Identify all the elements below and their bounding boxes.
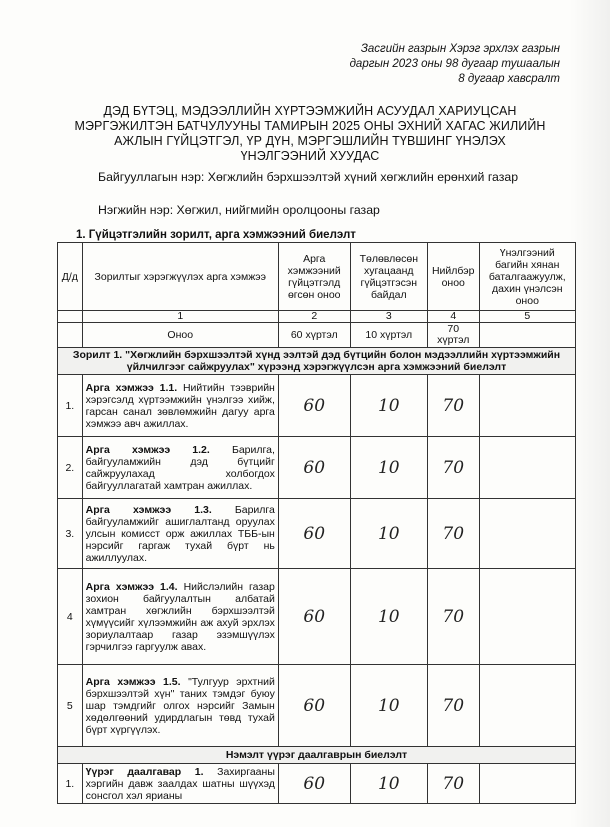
total-score: 70 [427, 437, 479, 499]
title-line-2: МЭРГЭЖИЛТЭН БАТЧУЛУУНЫ ТАМИРЫН 2025 ОНЫ ЭХНИЙ ХАГАС ЖИЛИЙН [74, 119, 546, 133]
table-row [58, 499, 576, 569]
timeliness-score: 10 [350, 665, 427, 747]
table-row [58, 569, 576, 665]
organization-name: Байгууллагын нэр: Хөгжлийн бэрхшээлтэй хүний хөгжлийн ерөнхий газар [98, 170, 519, 184]
timeliness-score: 10 [350, 499, 427, 569]
max-score-row [58, 323, 576, 348]
total-score: 70 [427, 375, 479, 437]
measure-label: Арга хэмжээ 1.5. [85, 675, 181, 688]
measure-desc [82, 665, 278, 747]
unit-name: Нэгжийн нэр: Хөгжил, нийгмийн оролцооны газар [98, 203, 380, 217]
review-score [479, 569, 575, 665]
measure-desc [82, 499, 278, 569]
row-no: 3. [58, 499, 83, 569]
approval-line-1: Засгийн газрын Хэрэг эрхлэх газрын [360, 43, 560, 55]
max-own: 60 хүртэл [278, 323, 350, 348]
evaluation-table [57, 242, 576, 804]
review-score [479, 437, 575, 499]
task-text: Захиргааны хэргийн давж заалдах шатны шүүхэд сонсгол хэл ярианы [85, 765, 275, 802]
total-score: 70 [427, 499, 479, 569]
table-row [58, 764, 576, 804]
colnum: 3 [350, 311, 427, 323]
own-score: 60 [278, 499, 350, 569]
table-row [58, 665, 576, 747]
measure-label: Арга хэмжээ 1.4. [85, 580, 178, 593]
header-review: Үнэлгээний багийн хянан баталгаажуулж, дахин үнэлсэн оноо [479, 243, 575, 311]
row-no: 1. [58, 375, 83, 437]
approval-note [350, 42, 560, 87]
colnum: 4 [427, 311, 479, 323]
colnum: 1 [82, 311, 278, 323]
row-no: 5 [58, 665, 83, 747]
review-score [479, 665, 575, 747]
table-row [58, 437, 576, 499]
task-label: Үүрэг даалгавар 1. [85, 765, 204, 778]
measure-text: Нийтийн тээврийн хэрэгсэлд хүртээмжийн үнэлгээ хийж, гарсан санал зөвлөмжийн дагуу арга хэмжээ авч ажиллах. [85, 381, 275, 430]
review-score [479, 764, 575, 804]
approval-line-2: даргын 2023 оны 98 дугаар тушаалын [349, 58, 560, 70]
approval-line-3: 8 дугаар хавсралт [458, 73, 560, 85]
own-score: 60 [278, 437, 350, 499]
measure-text: "Тулгуур эрхтний бэрхшээлтэй хүн" таних тэмдэг буюу шар тэмдгийг олгох нэрсийг Замын хөдөлгөөний удирдлагын төвд тухай бүрт хүргүүлэх. [85, 675, 275, 736]
header-timeliness: Төлөвлөсөн хугацаанд гүйцэтгэсэн байдал [350, 243, 427, 311]
timeliness-score: 10 [350, 569, 427, 665]
title-line-1: ДЭД БҮТЭЦ, МЭДЭЭЛЛИЙН ХҮРТЭЭМЖИЙН АСУУДАЛ ХАРИУЦСАН [103, 104, 517, 118]
header-total: Нийлбэр оноо [427, 243, 479, 311]
measure-text: Барилга байгууламжийг ашиглалтанд оруулах улсын комисст орж ажиллах ТББ-ын нэрсийг гаргаж тухай бүрт нь ажиллуулах. [85, 503, 275, 564]
total-score: 70 [427, 764, 479, 804]
measure-label: Арга хэмжээ 1.1. [85, 381, 178, 394]
header-activity: Зорилтыг хэрэгжүүлэх арга хэмжээ [82, 243, 278, 311]
row-no: 2. [58, 437, 83, 499]
total-score: 70 [427, 665, 479, 747]
colnum: 5 [479, 311, 575, 323]
goal-1-text: Зорилт 1. "Хөгжлийн бэрхшээлтэй хүнд ээлтэй дэд бүтцийн болон мэдээллийн хүртээмжийн үйлчилгээг сайжруулах" хүрээнд хэрэгжүүлсэн арга хэмжээний биелэлт [58, 348, 576, 375]
review-score [479, 375, 575, 437]
measure-desc [82, 375, 278, 437]
title-line-3: АЖЛЫН ГҮЙЦЭТГЭЛ, ҮР ДҮН, МЭРГЭШЛИЙН ТҮВШИНГ ҮНЭЛЭХ [114, 134, 506, 148]
timeliness-score: 10 [350, 764, 427, 804]
measure-text: Барилга, байгууламжийн дэд бүтцийг сайжруулахад холбогдох байгууллагатай хамтран ажиллах. [85, 443, 275, 492]
max-timeliness: 10 хүртэл [350, 323, 427, 348]
timeliness-score: 10 [350, 437, 427, 499]
timeliness-score: 10 [350, 375, 427, 437]
task-desc [82, 764, 278, 804]
max-total: 70 хүртэл [427, 323, 479, 348]
extra-tasks-heading: Нэмэлт үүрэг даалгаврын биелэлт [58, 747, 576, 764]
own-score: 60 [278, 665, 350, 747]
own-score: 60 [278, 375, 350, 437]
own-score: 60 [278, 569, 350, 665]
own-score: 60 [278, 764, 350, 804]
scan-shadow [570, 0, 610, 827]
review-score [479, 499, 575, 569]
goal-row [58, 348, 576, 375]
total-score: 70 [427, 569, 479, 665]
document-title [70, 104, 550, 164]
row-no: 1. [58, 764, 83, 804]
row-no: 4 [58, 569, 83, 665]
measure-label: Арга хэмжээ 1.2. [85, 443, 210, 456]
measure-desc [82, 437, 278, 499]
measure-label: Арга хэмжээ 1.3. [85, 503, 212, 516]
colnum: 2 [278, 311, 350, 323]
column-number-row [58, 311, 576, 323]
header-own-score: Арга хэмжээний гүйцэтгэлд өгсөн оноо [278, 243, 350, 311]
measure-text: Нийслэлийн газар зохион байгуулалтын албатай хамтран хөгжлийн бэрхшээлтэй хүмүүсийг хүлээмжийн аж ахуй эрхлэх зориулалтаар газар эзэмшүүлэх гэрчилгээ гаргуулж авах. [85, 580, 275, 653]
section-heading: 1. Гүйцэтгэлийн зорилт, арга хэмжээний биелэлт [76, 229, 356, 241]
table-header-row [58, 243, 576, 311]
title-line-4: ҮНЭЛГЭЭНИЙ ХУУДАС [240, 149, 380, 163]
table-row [58, 375, 576, 437]
header-no: Д/д [58, 243, 83, 311]
extra-tasks-header-row [58, 747, 576, 764]
max-score-label: Оноо [82, 323, 278, 348]
measure-desc [82, 569, 278, 665]
